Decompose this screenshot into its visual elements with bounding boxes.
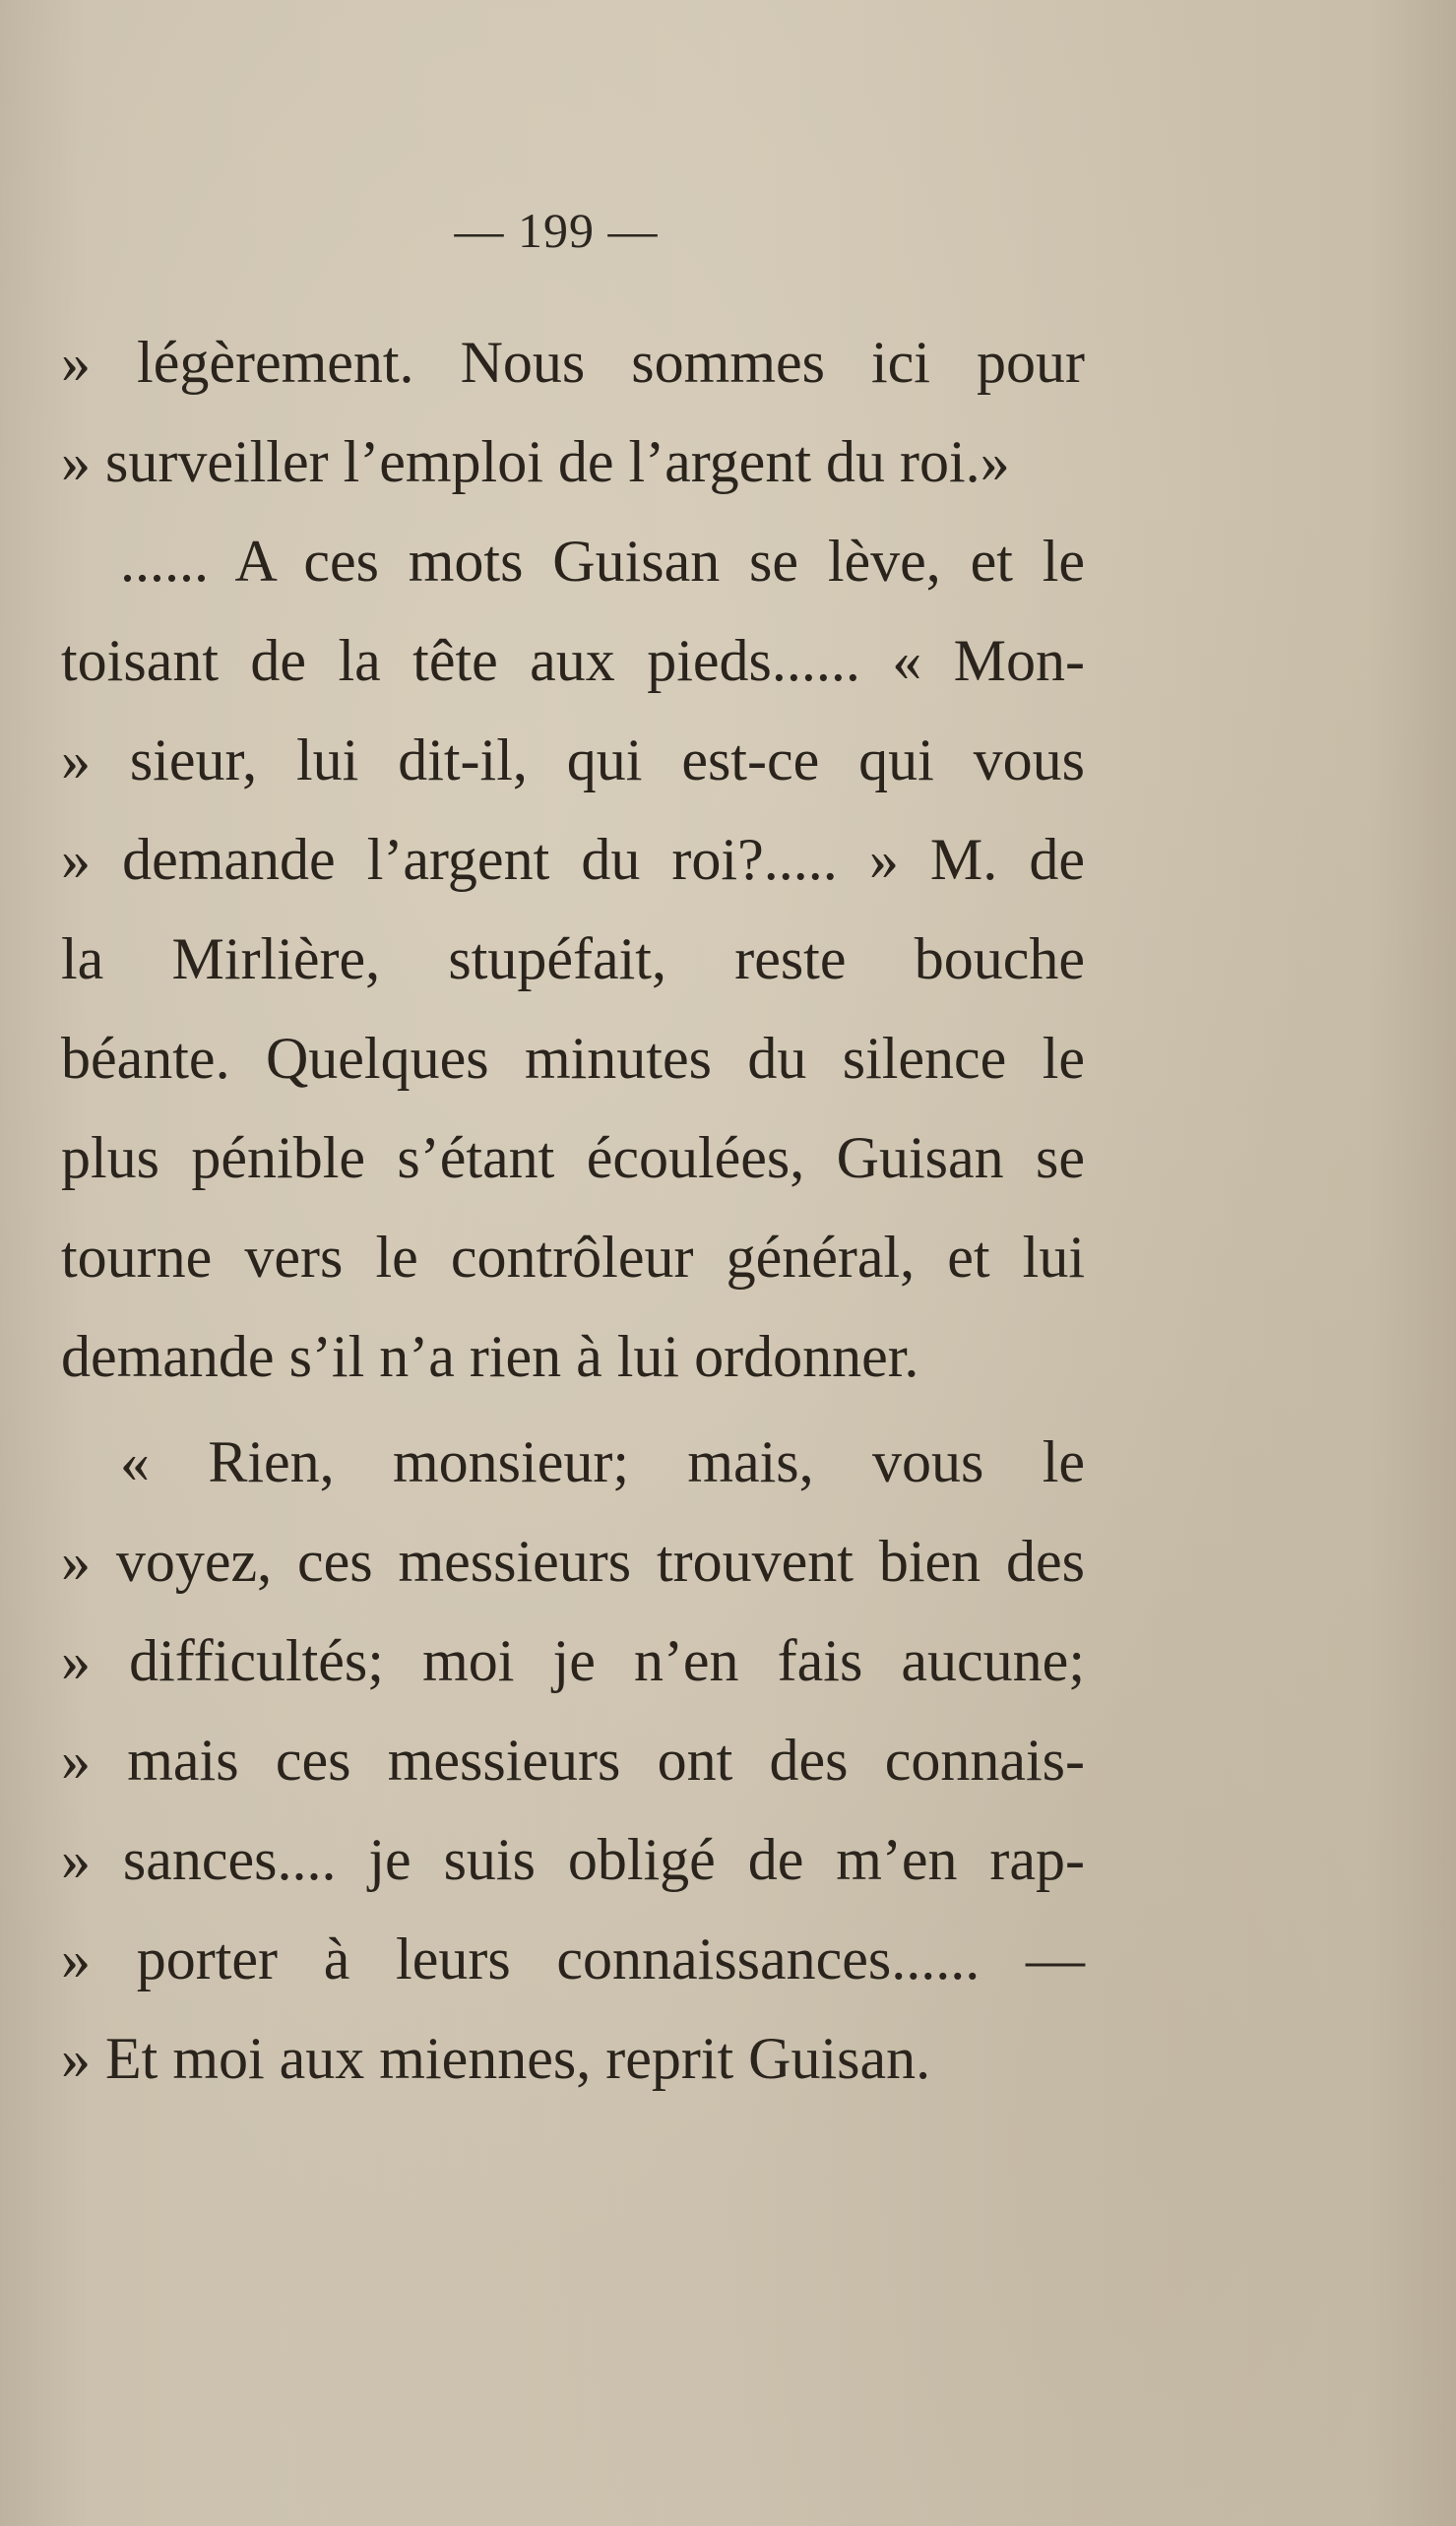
- text-line: » voyez, ces messieurs trouvent bien des: [61, 1529, 1085, 1594]
- text-line: « Rien, monsieur; mais, vous le: [120, 1429, 1085, 1494]
- text-line: » sieur, lui dit-il, qui est-ce qui vous: [61, 727, 1085, 792]
- page-number: — 199 —: [454, 203, 659, 258]
- text-line: toisant de la tête aux pieds...... « Mon-: [61, 628, 1085, 693]
- text-line: demande s’il n’a rien à lui ordonner.: [61, 1324, 919, 1389]
- text-line: » demande l’argent du roi?..... » M. de: [61, 827, 1085, 892]
- text-line: » mais ces messieurs ont des connais-: [61, 1728, 1085, 1793]
- text-line: ...... A ces mots Guisan se lève, et le: [120, 529, 1085, 594]
- body-text: [61, 313, 1085, 2109]
- text-line: » surveiller l’emploi de l’argent du roi.»: [61, 429, 1010, 494]
- text-line: plus pénible s’étant écoulées, Guisan se: [61, 1125, 1085, 1190]
- text-line: béante. Quelques minutes du silence le: [61, 1026, 1085, 1091]
- text-line: » légèrement. Nous sommes ici pour: [61, 330, 1085, 395]
- text-line: » sances.... je suis obligé de m’en rap-: [61, 1827, 1085, 1892]
- text-line: » Et moi aux miennes, reprit Guisan.: [61, 2026, 931, 2091]
- text-line: la Mirlière, stupéfait, reste bouche: [61, 926, 1085, 991]
- text-line: tourne vers le contrôleur général, et lui: [61, 1225, 1085, 1290]
- text-line: » difficultés; moi je n’en fais aucune;: [61, 1628, 1085, 1693]
- text-line: » porter à leurs connaissances...... —: [61, 1926, 1085, 1991]
